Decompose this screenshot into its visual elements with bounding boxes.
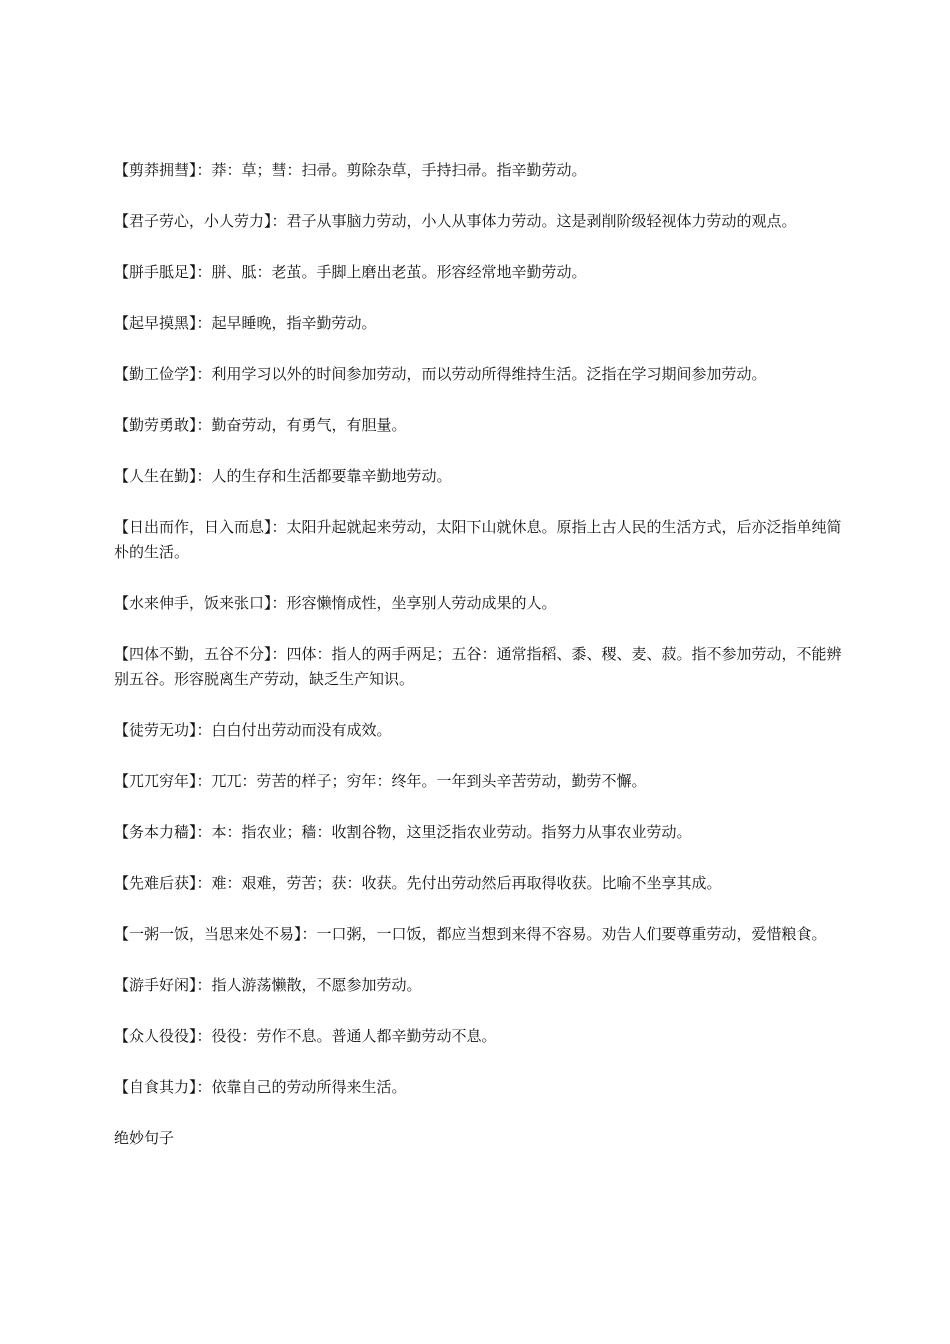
idiom-term: 【日出而作，日入而息】 (114, 518, 272, 536)
idiom-entry (114, 871, 844, 896)
idiom-term: 【游手好闲】 (114, 976, 197, 994)
idiom-term: 【自食其力】 (114, 1078, 197, 1096)
idiom-definition: ：难：艰难，劳苦；获：收获。先付出劳动然后再取得收获。比喻不坐享其成。 (196, 874, 722, 892)
idiom-term: 【先难后获】 (114, 874, 197, 892)
idiom-entry (114, 464, 844, 489)
idiom-definition: ：指人游荡懒散，不愿参加劳动。 (196, 976, 422, 994)
idiom-term: 【人生在勤】 (114, 467, 197, 485)
idiom-term: 【勤工俭学】 (114, 365, 197, 383)
idiom-definition: ：依靠自己的劳动所得来生活。 (196, 1078, 407, 1096)
idiom-term: 【徒劳无功】 (114, 721, 197, 739)
idiom-entry (114, 209, 844, 234)
idiom-term: 【勤劳勇敢】 (114, 416, 197, 434)
idiom-definition: ：一口粥，一口饭，都应当想到来得不容易。劝告人们要尊重劳动，爱惜粮食。 (301, 925, 827, 943)
idiom-term: 【胼手胝足】 (114, 263, 197, 281)
idiom-definition: ：白白付出劳动而没有成效。 (196, 721, 392, 739)
idiom-definition: ：莽：草；彗：扫帚。剪除杂草，手持扫帚。指辛勤劳动。 (196, 161, 587, 179)
idiom-definition: ：役役：劳作不息。普通人都辛勤劳动不息。 (196, 1027, 497, 1045)
idiom-entry (114, 158, 844, 183)
idiom-entry (114, 718, 844, 743)
idiom-definition: ：君子从事脑力劳动，小人从事体力劳动。这是剥削阶级轻视体力劳动的观点。 (271, 212, 797, 230)
idiom-definition: ：起早睡晚，指辛勤劳动。 (196, 314, 377, 332)
idiom-entry (114, 642, 844, 692)
idiom-term: 【起早摸黑】 (114, 314, 197, 332)
idiom-entry (114, 362, 844, 387)
idiom-definition: ：兀兀：劳苦的样子；穷年：终年。一年到头辛苦劳动，勤劳不懈。 (196, 772, 647, 790)
idiom-definition: ：四体：指人的两手两足；五谷：通常指稻、黍、稷、麦、菽。指不参加劳动，不能辨别五谷。形容脱离生产劳动，缺乏生产知识。 (114, 645, 842, 688)
idiom-entry (114, 922, 844, 947)
idiom-term: 【水来伸手，饭来张口】 (114, 594, 272, 612)
section-label: 绝妙句子 (114, 1129, 175, 1147)
idiom-term: 【众人役役】 (114, 1027, 197, 1045)
idiom-entry (114, 591, 844, 616)
idiom-term: 【兀兀穷年】 (114, 772, 197, 790)
document-page (114, 158, 844, 1151)
idiom-entry (114, 1075, 844, 1100)
idiom-definition: ：本：指农业；穑：收割谷物，这里泛指农业劳动。指努力从事农业劳动。 (196, 823, 692, 841)
idiom-definition: ：胼、胝：老茧。手脚上磨出老茧。形容经常地辛勤劳动。 (196, 263, 587, 281)
idiom-entry (114, 413, 844, 438)
idiom-definition: ：勤奋劳动，有勇气，有胆量。 (196, 416, 407, 434)
idiom-entry (114, 1024, 844, 1049)
idiom-term: 【剪莽拥彗】 (114, 161, 197, 179)
idiom-entry (114, 311, 844, 336)
idiom-list (114, 158, 844, 1100)
idiom-term: 【务本力穑】 (114, 823, 197, 841)
idiom-entry (114, 769, 844, 794)
idiom-definition: ：人的生存和生活都要靠辛勤地劳动。 (196, 467, 452, 485)
idiom-entry (114, 820, 844, 845)
idiom-term: 【君子劳心，小人劳力】 (114, 212, 272, 230)
idiom-term: 【一粥一饭，当思来处不易】 (114, 925, 302, 943)
idiom-definition: ：形容懒惰成性，坐享别人劳动成果的人。 (271, 594, 557, 612)
idiom-term: 【四体不勤，五谷不分】 (114, 645, 272, 663)
idiom-entry (114, 260, 844, 285)
idiom-definition: ：太阳升起就起来劳动，太阳下山就休息。原指上古人民的生活方式，后亦泛指单纯简朴的生活。 (114, 518, 842, 561)
idiom-definition: ：利用学习以外的时间参加劳动，而以劳动所得维持生活。泛指在学习期间参加劳动。 (196, 365, 767, 383)
idiom-entry (114, 973, 844, 998)
idiom-entry (114, 515, 844, 565)
